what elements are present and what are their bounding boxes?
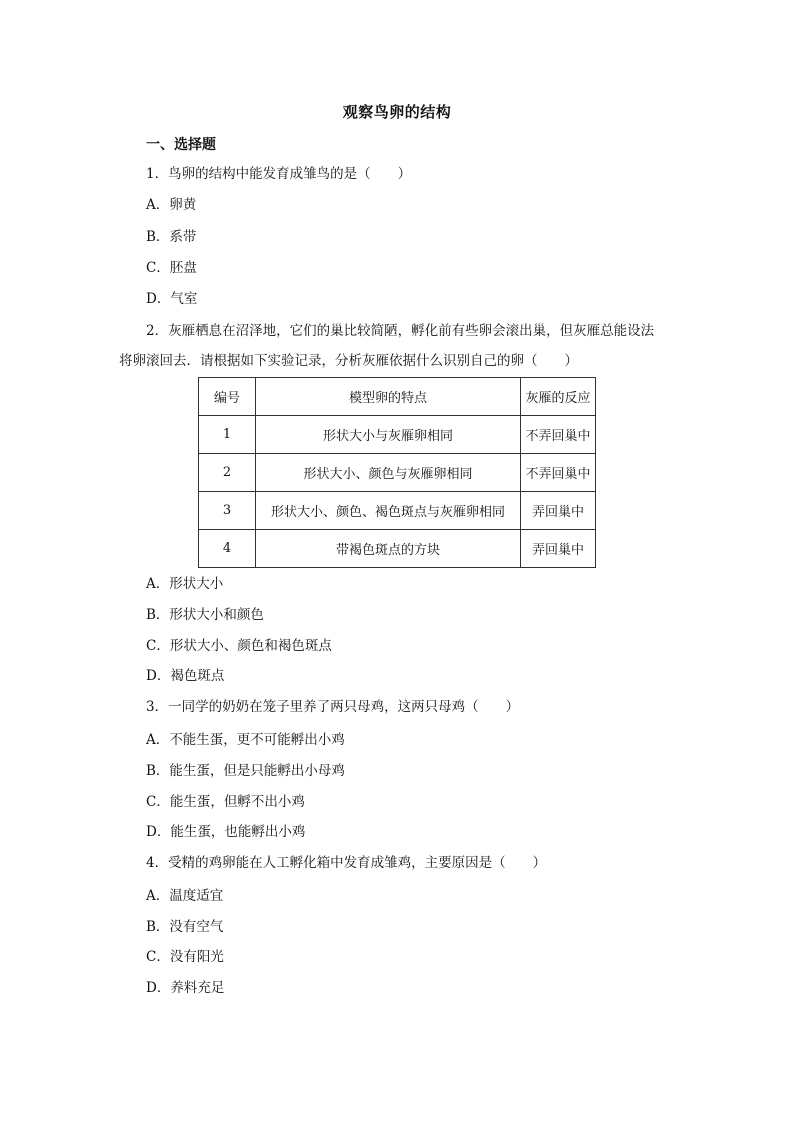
question-1-option-b: B．系带: [146, 229, 197, 245]
question-4-option-d: D．养料充足: [146, 980, 225, 996]
page-title: 观察鸟卵的结构: [342, 103, 452, 121]
table-header: 编号: [199, 378, 256, 416]
table-cell: 弄回巢中: [521, 530, 596, 568]
table-row: [199, 454, 596, 492]
table-cell: 弄回巢中: [521, 492, 596, 530]
question-2-option-b: B．形状大小和颜色: [146, 607, 264, 623]
question-2-option-c: C．形状大小、颜色和褐色斑点: [146, 638, 332, 654]
question-3-option-b: B．能生蛋，但是只能孵出小母鸡: [146, 763, 345, 779]
question-2-stem-line-1: 2．灰雁栖息在沼泽地，它们的巢比较简陋，孵化前有些卵会滚出巢，但灰雁总能设法: [146, 323, 655, 339]
section-heading: 一、选择题: [146, 137, 216, 153]
question-1-option-a: A．卵黄: [146, 197, 197, 213]
table-cell: 不弄回巢中: [521, 454, 596, 492]
question-1-option-c: C．胚盘: [146, 260, 197, 276]
question-1-option-d: D．气室: [146, 291, 198, 307]
table-header: 灰雁的反应: [521, 378, 596, 416]
question-2-stem-line-2: 将卵滚回去．请根据如下实验记录，分析灰雁依据什么识别自己的卵（ ）: [119, 353, 578, 369]
table-row: [199, 492, 596, 530]
table-cell: 形状大小、颜色、褐色斑点与灰雁卵相同: [256, 492, 521, 530]
table-cell: 形状大小、颜色与灰雁卵相同: [256, 454, 521, 492]
question-1-stem: 1．鸟卵的结构中能发育成雏鸟的是（ ）: [146, 166, 412, 182]
table-cell: 1: [199, 416, 256, 454]
table-cell: 带褐色斑点的方块: [256, 530, 521, 568]
experiment-table: [198, 377, 596, 568]
question-4-option-a: A．温度适宜: [146, 888, 224, 904]
question-2-option-a: A．形状大小: [146, 576, 224, 592]
table-cell: 形状大小与灰雁卵相同: [256, 416, 521, 454]
table-cell: 不弄回巢中: [521, 416, 596, 454]
table-header-row: [199, 378, 596, 416]
question-3-option-d: D．能生蛋，也能孵出小鸡: [146, 824, 306, 840]
table-cell: 2: [199, 454, 256, 492]
question-3-option-c: C．能生蛋，但孵不出小鸡: [146, 794, 305, 810]
table-cell: 4: [199, 530, 256, 568]
table-row: [199, 530, 596, 568]
question-2-option-d: D．褐色斑点: [146, 668, 225, 684]
table-row: [199, 416, 596, 454]
question-4-option-c: C．没有阳光: [146, 949, 224, 965]
question-3-option-a: A．不能生蛋，更不可能孵出小鸡: [146, 732, 345, 748]
table-header: 模型卵的特点: [256, 378, 521, 416]
question-4-stem: 4．受精的鸡卵能在人工孵化箱中发育成雏鸡，主要原因是（ ）: [146, 855, 547, 871]
table-cell: 3: [199, 492, 256, 530]
question-3-stem: 3．一同学的奶奶在笼子里养了两只母鸡，这两只母鸡（ ）: [146, 699, 520, 715]
question-4-option-b: B．没有空气: [146, 919, 224, 935]
